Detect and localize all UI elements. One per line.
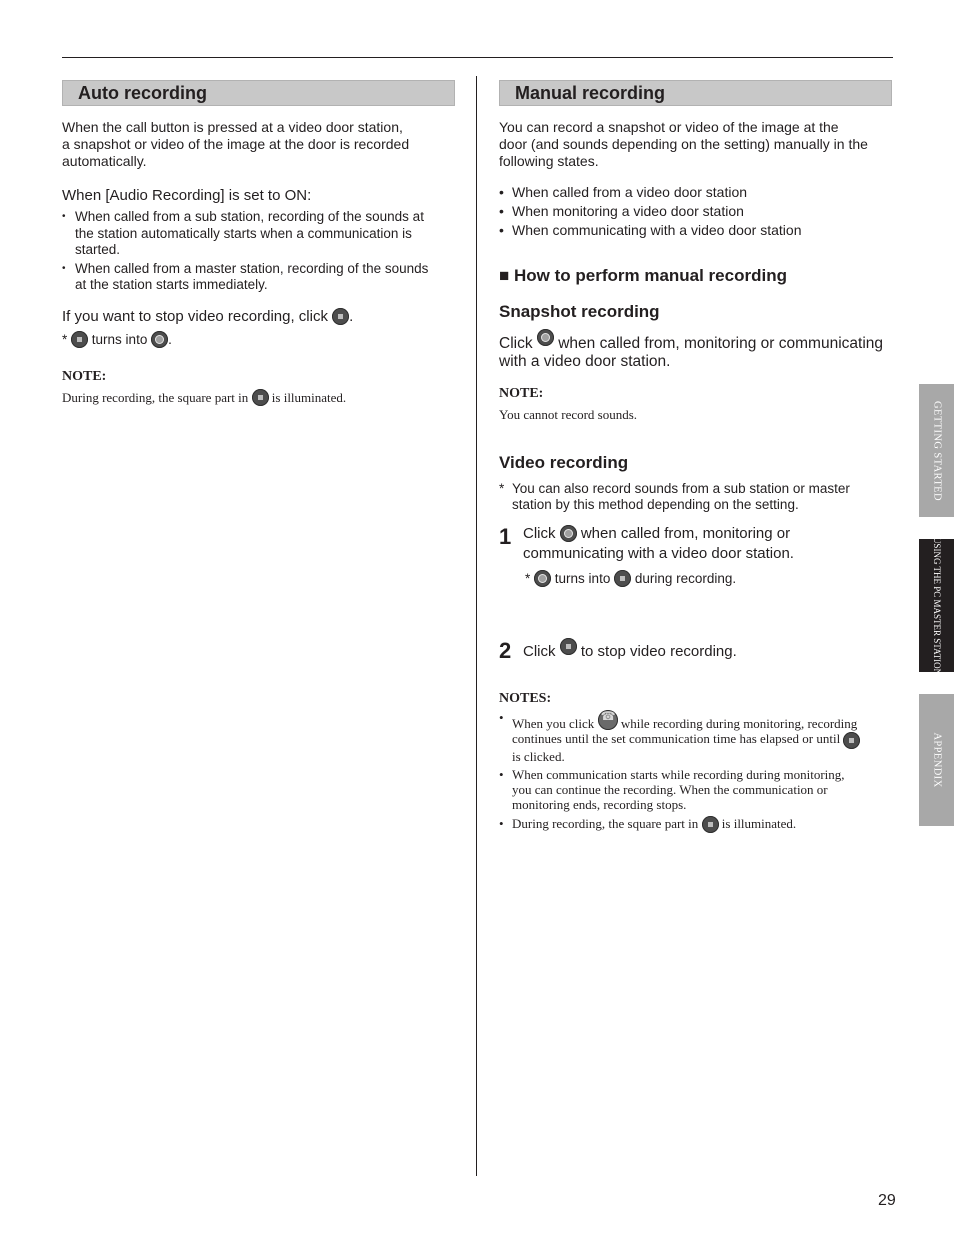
intro-line: You can record a snapshot or video of the image at the <box>499 119 839 135</box>
stop-record-icon <box>614 570 631 587</box>
snapshot-heading: Snapshot recording <box>499 302 660 321</box>
note-post: is illuminated. <box>271 390 347 405</box>
video-note-line: station by this method depending on the setting. <box>512 496 799 512</box>
side-tab-getting-started[interactable] <box>919 384 954 517</box>
bullet: • <box>499 203 504 219</box>
stop-record-icon <box>71 331 88 348</box>
step-2 <box>523 638 737 661</box>
note-line <box>512 710 894 731</box>
asterisk: * <box>499 481 505 496</box>
bullet: • <box>499 184 504 200</box>
stop-record-icon <box>843 732 860 749</box>
list-item <box>62 209 457 259</box>
step-text: when called from, monitoring or <box>580 525 791 542</box>
manual-recording-intro <box>499 119 899 170</box>
intro-line: door (and sounds depending on the setting) manually in the <box>499 136 868 152</box>
audio-recording-heading: When [Audio Recording] is set to ON: <box>62 187 312 204</box>
state-text: When communicating with a video door station <box>512 222 802 238</box>
turns-end: . <box>168 332 172 347</box>
turns-into-note <box>62 331 172 348</box>
side-tab-using-pc-master-station[interactable] <box>919 536 954 675</box>
asterisk: * <box>525 571 531 586</box>
step-number: 1 <box>499 524 512 549</box>
notes-heading: NOTES: <box>499 691 552 706</box>
manual-recording-title: Manual recording <box>499 80 892 106</box>
note-heading: NOTE: <box>62 369 107 384</box>
page-number: 29 <box>878 1192 896 1209</box>
during-recording-text: during recording. <box>634 571 737 586</box>
list-item <box>499 816 894 833</box>
note-text <box>62 389 346 406</box>
note-line-text: continues until the set communication time has elapsed or until <box>512 731 841 746</box>
note-heading: NOTE: <box>499 386 544 401</box>
stop-record-icon <box>560 638 577 655</box>
bullet-line: started. <box>75 242 121 257</box>
bullet: • <box>499 767 504 782</box>
side-tab-label: APPENDIX <box>931 732 942 788</box>
column-divider <box>476 76 477 1176</box>
intro-line: following states. <box>499 153 599 169</box>
bullet-line: the station automatically starts when a communication is <box>75 225 412 241</box>
stop-record-icon <box>252 389 269 406</box>
auto-recording-intro <box>62 119 462 170</box>
state-text: When called from a video door station <box>512 184 748 200</box>
snapshot-instruction <box>499 329 894 371</box>
list-item <box>499 202 889 221</box>
turns-into-text: turns into <box>91 332 148 347</box>
list-item <box>62 261 457 294</box>
bullet-line: When called from a sub station, recording of the sounds at <box>75 209 424 224</box>
bullet: • <box>499 710 504 725</box>
note-line: you can continue the recording. When the communication or <box>512 782 828 797</box>
step-text: to stop video recording. <box>580 643 737 660</box>
note-line: monitoring ends, recording stops. <box>512 797 687 812</box>
click-text: Click <box>523 643 556 660</box>
bullet: • <box>499 816 504 831</box>
step-line <box>523 524 883 544</box>
bullet: • <box>62 262 66 274</box>
stop-record-icon <box>332 308 349 325</box>
state-text: When monitoring a video door station <box>512 203 744 219</box>
snapshot-line <box>499 329 894 353</box>
note-line: When communication starts while recording during monitoring, <box>512 767 845 782</box>
stop-instruction <box>62 307 353 326</box>
notes-list <box>499 710 894 833</box>
note-text: You cannot record sounds. <box>499 407 638 422</box>
note-pre: When you click <box>512 716 595 731</box>
manual-states-list <box>499 183 889 240</box>
asterisk: * <box>62 332 68 347</box>
record-icon <box>534 570 551 587</box>
stop-end: . <box>349 308 354 325</box>
note-pre: During recording, the square part in <box>62 390 249 405</box>
intro-line: automatically. <box>62 153 147 169</box>
step-number: 2 <box>499 638 512 663</box>
list-item <box>499 183 889 202</box>
record-icon <box>537 329 554 346</box>
bullet: • <box>499 222 504 238</box>
list-item <box>499 710 894 764</box>
note-post: is illuminated. <box>721 816 797 831</box>
auto-recording-title: Auto recording <box>62 80 455 106</box>
bullet-line: When called from a master station, recording of the sounds <box>75 260 429 276</box>
note-pre: During recording, the square part in <box>512 816 699 831</box>
intro-line: When the call button is pressed at a video door station, <box>62 119 403 135</box>
side-tab-label: USING THE PC MASTER STATION <box>931 536 942 675</box>
stop-text: If you want to stop video recording, click <box>62 308 328 325</box>
list-item <box>499 767 894 812</box>
snapshot-text: when called from, monitoring or communicating <box>558 335 883 352</box>
step-line: communicating with a video door station. <box>523 545 794 562</box>
intro-line: a snapshot or video of the image at the door is recorded <box>62 136 410 152</box>
note-line <box>512 731 894 749</box>
bullet: • <box>62 211 66 222</box>
video-recording-heading: Video recording <box>499 453 629 472</box>
record-icon <box>151 331 168 348</box>
stop-record-icon <box>702 816 719 833</box>
step-1 <box>523 524 883 564</box>
side-tab-appendix[interactable] <box>919 694 954 826</box>
turns-into-text: turns into <box>554 571 611 586</box>
video-note-line: You can also record sounds from a sub station or master <box>512 481 850 496</box>
click-text: Click <box>523 525 556 542</box>
side-tab-label: GETTING STARTED <box>931 400 942 501</box>
note-line: is clicked. <box>512 749 565 764</box>
list-item <box>499 221 889 240</box>
snapshot-line: with a video door station. <box>499 353 671 370</box>
auto-bullets <box>62 209 457 294</box>
record-icon <box>560 525 577 542</box>
howto-heading: ■ How to perform manual recording <box>499 266 787 285</box>
video-note <box>499 481 894 512</box>
top-rule <box>62 57 893 58</box>
note-post: while recording during monitoring, recording <box>620 716 858 731</box>
click-text: Click <box>499 335 533 352</box>
bullet-line: at the station starts immediately. <box>75 277 268 292</box>
call-icon <box>598 710 618 730</box>
step-1-sub <box>525 570 736 587</box>
